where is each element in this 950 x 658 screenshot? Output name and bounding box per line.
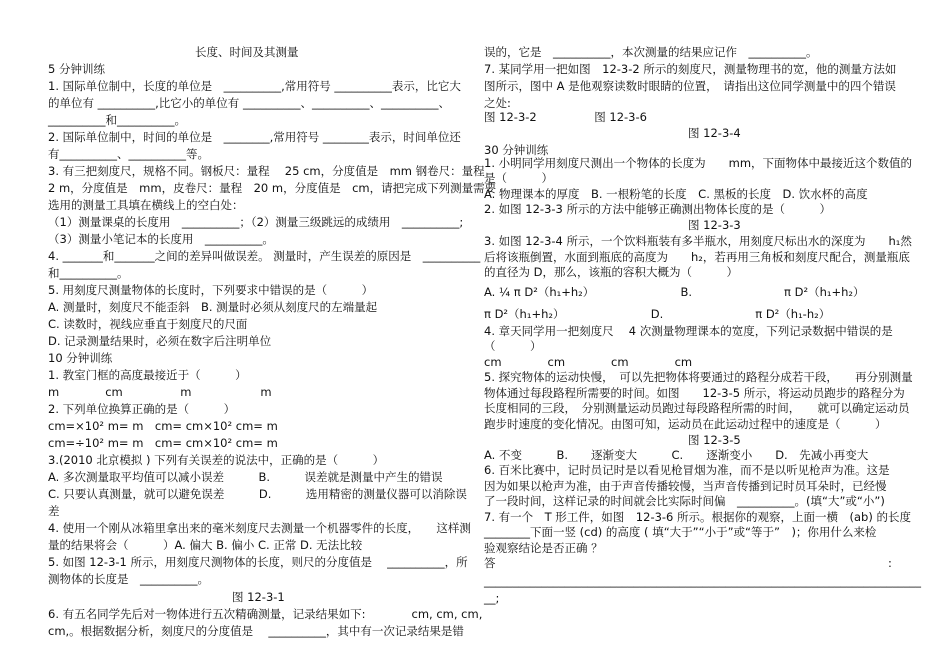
text-line: 5 分钟训练: [48, 62, 105, 76]
text-line: A. ¼ π D²（h₁+h₂） B. π D²（h₁+h₂）: [484, 285, 865, 299]
text-line: __;: [484, 591, 500, 605]
text-line: 6. 有五名同学先后对一物体进行五次精确测量，记录结果如下: cm, cm, cm,: [48, 607, 483, 621]
text-line: 有__________、__________等。: [48, 147, 209, 161]
text-line: 4. _______和_______之间的差异叫做误差。 测量时，产生误差的原因是 __________: [48, 249, 481, 263]
text-line: 7. 某同学用一把如图 12-3-2 所示的刻度尺，测量物理书的宽，他的测量方法如: [484, 62, 897, 76]
text-line: D. 记录测量结果时，必须在数字后注明单位: [48, 334, 272, 348]
text-line: A. 测量时，刻度尺不能歪斜 B. 测量时必须从刻度尺的左端量起: [48, 300, 378, 314]
text-line: __________和__________。: [48, 113, 186, 127]
text-line: cm,。根据数据分析，刻度尺的分度值是 __________，其中有一次记录结果是错: [48, 624, 464, 638]
text-line: :: [888, 556, 892, 570]
text-line: 30 分钟训练: [484, 143, 549, 157]
text-line: 后将该瓶倒置，水面到瓶底的高度为 h₂，若再用三角板和刻度尺配合，测量瓶底: [484, 250, 910, 264]
text-line: m cm m m: [48, 385, 272, 399]
text-line: 5. 如图 12-3-1 所示，用刻度尺测物体的长度，则尺的分度值是 __________，所: [48, 555, 468, 569]
text-line: 5. 用刻度尺测量物体的长度时，下列要求中错误的是（ ）: [48, 283, 374, 297]
text-line: 和__________。: [48, 266, 129, 280]
text-line: 因为如果以枪声为准，由于声音传播较慢，当声音传播到记时员耳朵时，已经慢: [484, 479, 887, 493]
text-line: 测物体的长度是 __________。: [48, 572, 209, 586]
text-line: 3. 有三把刻度尺，规格不同。钢板尺：量程 25 cm，分度值是 mm 钢卷尺：量程: [48, 164, 485, 178]
text-line: 2. 下列单位换算正确的是（ ）: [48, 402, 236, 416]
text-line: 1. 小明同学用刻度尺测出一个物体的长度为 mm，下面物体中最接近这个数值的: [484, 156, 913, 170]
text-line: 了一段时间，这样记录的时间就会比实际时间偏 __________。(填“大”或“小”): [484, 494, 885, 508]
text-line: 之处:: [484, 96, 511, 110]
text-line: ________下面一竖 (cd) 的高度 ( 填“大于”“小于”或“等于” )；你用什么来检: [484, 525, 877, 539]
text-line: （1）测量课桌的长度用 __________；（2）测量三级跳远的成绩用 __________;: [48, 215, 464, 229]
text-line: 1. 国际单位制中，长度的单位是 __________,常用符号 __________表示，比它大: [48, 79, 461, 93]
text-line: A. 物理课本的厚度 B. 一根粉笔的长度 C. 黑板的长度 D. 饮水杯的高度: [484, 187, 868, 201]
text-line: ____________________________________________________________________________: [484, 574, 921, 588]
text-line: 量的结果将会（ ）A. 偏大 B. 偏小 C. 正常 D. 无法比较: [48, 538, 363, 552]
text-line: C. 只要认真测量，就可以避免误差 D. 选用精密的测量仪器可以消除误: [48, 487, 467, 501]
text-line: cm cm cm cm: [484, 355, 693, 369]
text-line: 图所示，图中 A 是他观察读数时眼睛的位置， 请指出这位同学测量中的四个错误: [484, 79, 896, 93]
text-line: 4. 章天同学用一把刻度尺 4 次测量物理课本的宽度，下列记录数据中错误的是: [484, 324, 893, 338]
text-line: 图 12-3-3: [688, 218, 741, 232]
text-line: 4. 使用一个刚从冰箱里拿出来的毫米刻度尺去测量一个机器零件的长度， 这样测: [48, 521, 471, 535]
text-line: 7. 有一个 T 形工件，如图 12-3-6 所示。根据你的观察，上面一横 (ab) 的长度: [484, 510, 912, 524]
text-line: 6. 百米比赛中，记时员记时是以看见枪冒烟为准，而不是以听见枪声为准。这是: [484, 463, 890, 477]
text-line: A. 不变 B. 逐渐变大 C. 逐渐变小 D. 先减小再变大: [484, 448, 869, 462]
text-line: 5. 探究物体的运动快慢， 可以先把物体将要通过的路程分成若干段， 再分别测量: [484, 370, 913, 384]
text-line: cm=×10² m= m cm= cm×10² cm= m: [48, 419, 278, 433]
text-line: A. 多次测量取平均值可以减小误差 B. 误差就是测量中产生的错误: [48, 470, 443, 484]
text-line: 选用的测量工具填在横线上的空白处：: [48, 198, 244, 212]
text-line: π D²（h₁+h₂） D. π D²（h₁-h₂）: [484, 307, 831, 321]
text-line: 3. 如图 12-3-4 所示，一个饮料瓶装有多半瓶水，用刻度尺标出水的深度为 h₁然: [484, 234, 912, 248]
text-line: 是（ ）: [484, 171, 553, 185]
text-line: 图 12-3-5: [688, 433, 741, 447]
text-line: 3.(2010 北京模拟 ) 下列有关误差的说法中，正确的是（ ）: [48, 453, 385, 467]
text-line: 验观察结论是否正确 ？: [484, 541, 603, 555]
text-line: cm=÷10² m= m cm= cm×10² cm= m: [48, 436, 278, 450]
text-line: 的直径为 D，那么，该瓶的容积大概为（ ）: [484, 265, 739, 279]
text-line: 长度相同的三段， 分别测量运动员跑过每段路程所需的时间， 就可以确定运动员: [484, 401, 910, 415]
text-line: 图 12-3-1: [232, 590, 285, 604]
text-line: 图 12-3-4: [688, 126, 741, 140]
text-line: C. 读数时，视线应垂直于刻度尺的尺面: [48, 317, 248, 331]
text-line: 10 分钟训练: [48, 351, 113, 365]
text-line: 长度、时间及其测量: [195, 45, 299, 59]
text-line: 图 12-3-2 图 12-3-6: [484, 110, 647, 124]
text-line: 2. 如图 12-3-3 所示的方法中能够正确测出物体长度的是（ ）: [484, 202, 832, 216]
text-line: 答: [484, 556, 496, 570]
text-line: 差: [48, 504, 60, 518]
text-line: 跑步时速度的变化情况。由图可知，运动员在此运动过程中的速度是（ ）: [484, 417, 887, 431]
text-line: （ ）: [484, 339, 542, 353]
text-line: 的单位有 __________,比它小的单位有 __________、__________、__________、: [48, 96, 450, 110]
text-line: 物体通过每段路程所需要的时间。如图 12-3-5 所示，将运动员跑步的路程分为: [484, 386, 905, 400]
text-line: 2. 国际单位制中，时间的单位是 ________,常用符号 ________表示，时间单位还: [48, 130, 461, 144]
text-line: 误的，它是 __________，本次测量的结果应记作 __________。: [484, 45, 818, 59]
text-line: 2 m，分度值是 mm，皮卷尺：量程 20 m，分度值是 cm，请把完成下列测量需要: [48, 181, 497, 195]
text-line: （3）测量小笔记本的长度用 __________。: [48, 232, 274, 246]
text-line: 1. 教室门框的高度最接近于（ ）: [48, 368, 247, 382]
